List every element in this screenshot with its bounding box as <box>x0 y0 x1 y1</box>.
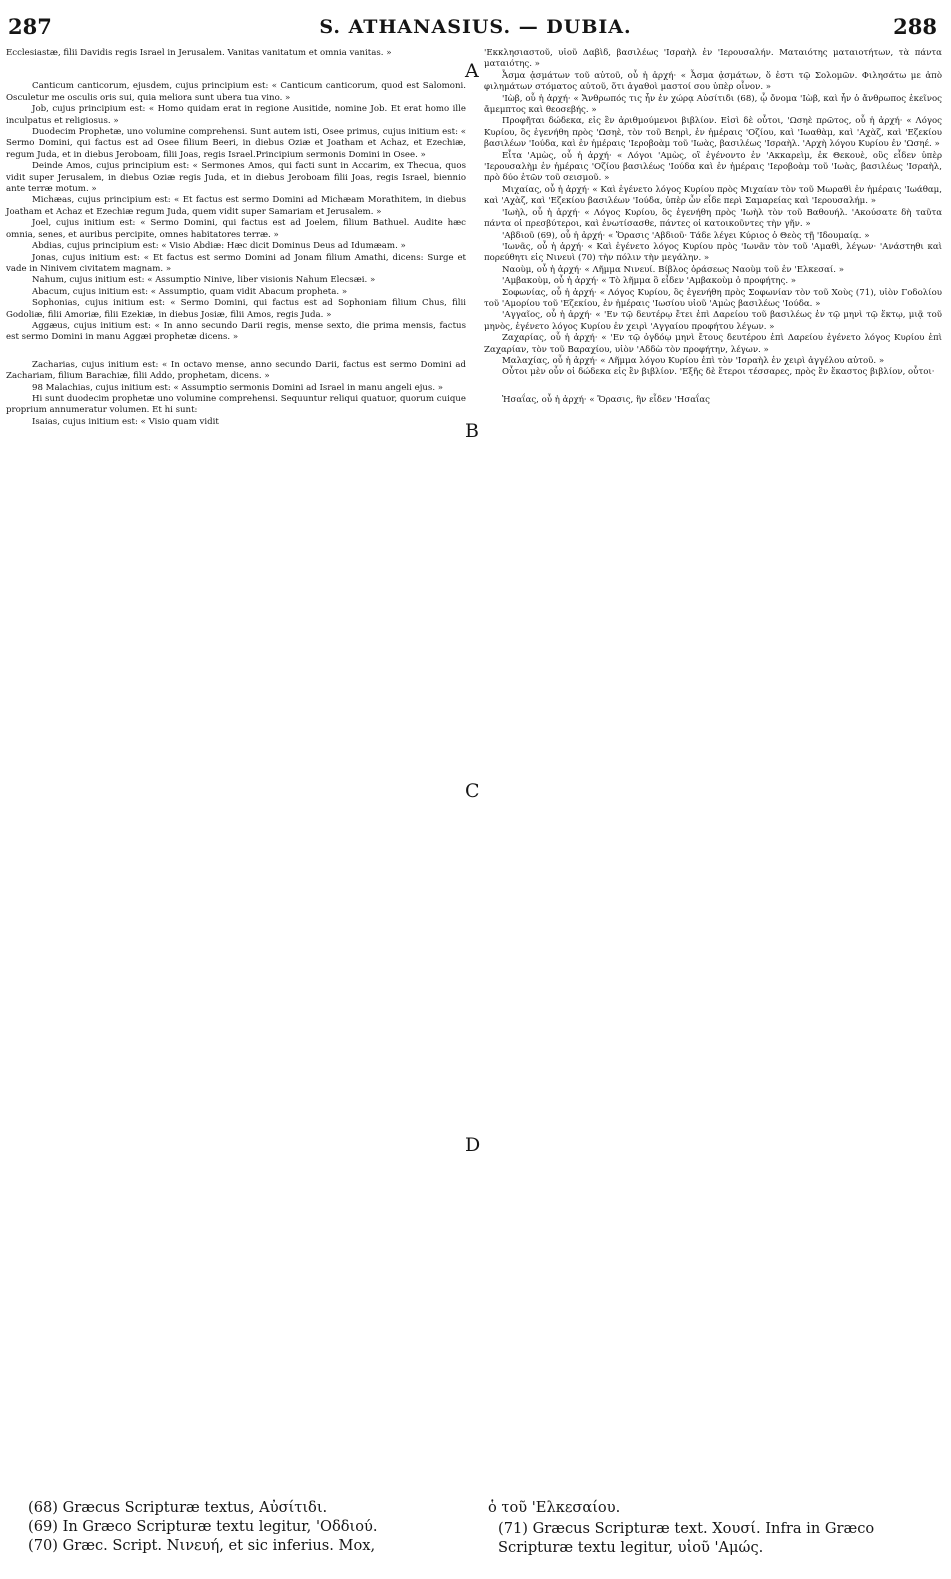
latin-paragraph: Zacharias, cujus initium est: « In octavo mense, anno secundo Darii, factus est sermo Domini ad Zachariam, filium Barachiæ, filii Addo, prophetam, dicens. » <box>6 359 469 382</box>
page-number-right: 288 <box>893 14 937 39</box>
margin-marker-a: A <box>465 60 479 82</box>
latin-paragraph: Nahum, cujus initium est: « Assumptio Ninive, liber visionis Nahum Elecsæi. » <box>32 275 376 286</box>
latin-paragraph: Joel, cujus initium est: « Sermo Domini, qui factus est ad Joelem, filium Bathuel. Audite hæc omnia, senes, et auribus percipite, omnes habitatores terræ. » <box>6 218 469 240</box>
greek-column <box>484 48 945 1548</box>
latin-paragraph: 98 Malachias, cujus initium est: « Assumptio sermonis Domini ad Israel in manu angeli ejus. » <box>32 382 444 393</box>
footnote: (69) In Græco Scripturæ textu legitur, 'Οδδιού. <box>28 1517 378 1535</box>
greek-continuation: ὁ τοῦ 'Ελκεσαίου. <box>488 1499 621 1516</box>
footnote: (68) Græcus Scripturæ textus, Αὐσίτιδι. <box>28 1499 328 1516</box>
running-title: S. ATHANASIUS. — DUBIA. <box>319 16 632 38</box>
greek-paragraph: 'Αμβακοὺμ, οὗ ἡ ἀρχή· « Τὸ λῆμμα ὃ εἶδεν 'Αμβακοὺμ ὁ προφήτης. » <box>502 276 797 287</box>
greek-paragraph: Προφῆται δώδεκα, εἰς ἓν ἀριθμούμενοι βιβλίον. Εἰσὶ δὲ οὗτοι, 'Ωσηὲ πρῶτος, οὗ ἡ ἀρχή· « Λόγος Κυρίου, ὃς ἐγενήθη πρὸς 'Ωσηὲ, τὸν τοῦ Βεηρὶ, ἐν ἡμέραις 'Οζίου, καὶ 'Ιωαθὰμ, καὶ 'Αχὰζ, καὶ 'Εζεκίου βασιλέων 'Ιούδα, καὶ ἐν ἡμέραις 'Ιεροβοὰμ τοῦ 'Ιωὰς, βασιλέως 'Ισραὴλ. 'Αρχὴ λόγου Κυρίου ἐν 'Ωσηέ. » <box>484 116 945 150</box>
latin-paragraph: Canticum canticorum, ejusdem, cujus principium est: « Canticum canticorum, quod est Salomoni. Osculetur me osculis oris sui, quia meliora sunt ubera tua vino. » <box>6 81 469 103</box>
latin-paragraph: Isaias, cujus initium est: « Visio quam vidit <box>32 416 219 427</box>
margin-marker-b: B <box>465 420 479 442</box>
greek-paragraph: Μιχαίας, οὗ ἡ ἀρχή· « Καὶ ἐγένετο λόγος Κυρίου πρὸς Μιχαίαν τὸν τοῦ Μωραθὶ ἐν ἡμέραις 'Ιωάθαμ, καὶ 'Αχὰζ, καὶ 'Εζεκίου βασιλέων 'Ιούδα, ὑπὲρ ὧν εἶδε περὶ Σαμαρείας καὶ 'Ιερουσαλήμ. » <box>484 184 945 207</box>
greek-paragraph: Σοφωνίας, οὗ ἡ ἀρχή· « Λόγος Κυρίου, ὃς ἐγενήθη πρὸς Σοφωνίαν τὸν τοῦ Χοὺς (71), υἱὸν Γοδολίου τοῦ 'Αμορίου τοῦ 'Εζεκίου, ἐν ἡμέραις 'Ιωσίου υἱοῦ 'Αμὼς βασιλέως 'Ιούδα. » <box>484 287 945 309</box>
greek-paragraph: Οὗτοι μὲν οὖν οἱ δώδεκα εἰς ἓν βιβλίον. 'Εξῆς δὲ ἕτεροι τέσσαρες, πρὸς ἓν ἕκαστος βιβλίον, οὗτοι· <box>502 367 935 378</box>
latin-paragraph: Deinde Amos, cujus principium est: « Sermones Amos, qui facti sunt in Accarim, ex Thecua, quos vidit super Jerusalem, in diebus Oziæ regis Juda, et in diebus Jeroboam filii Joas, regis Israel, biennio ante terræ motum. » <box>6 161 469 195</box>
latin-paragraph: Abacum, cujus initium est: « Assumptio, quam vidit Abacum propheta. » <box>32 286 348 297</box>
footnotes-right <box>498 1520 938 1558</box>
greek-paragraph: Εἶτα 'Αμὼς, οὗ ἡ ἀρχή· « Λόγοι 'Αμὼς, οἳ ἐγένοντο ἐν 'Ακκαρεὶμ, ἐκ Θεκουὲ, οὓς εἶδεν ὑπὲρ 'Ιερουσαλὴμ ἐν ἡμέραις 'Οζίου βασιλέως 'Ιούδα καὶ ἐν ἡμέραις 'Ιεροβοὰμ τοῦ 'Ιωὰς, βασιλέως 'Ισραὴλ, πρὸ δύο ἐτῶν τοῦ σεισμοῦ. » <box>484 150 945 184</box>
footnotes-left <box>28 1499 468 1556</box>
page-number-left: 287 <box>8 14 52 39</box>
margin-marker-c: C <box>465 780 480 802</box>
latin-paragraph: Job, cujus principium est: « Homo quidam erat in regione Ausitide, nomine Job. Et erat homo ille inculpatus et religiosus. » <box>6 104 469 126</box>
latin-paragraph: Ecclesiastæ, filii Davidis regis Israel in Jerusalem. Vanitas vanitatum et omnia vanitas. » <box>6 48 392 58</box>
greek-paragraph: Μαλαχίας, οὗ ἡ ἀρχή· « Λῆμμα λόγου Κυρίου ἐπὶ τὸν 'Ισραὴλ ἐν χειρὶ ἀγγέλου αὐτοῦ. » <box>502 355 885 366</box>
latin-paragraph: Michæas, cujus principium est: « Et factus est sermo Domini ad Michæam Morathitem, in diebus Joatham et Achaz et Ezechiæ regum Juda, quem vidit super Samariam et Jerusalem. » <box>6 195 469 217</box>
latin-paragraph: Aggæus, cujus initium est: « In anno secundo Darii regis, mense sexto, die prima mensis, factus est sermo Domini in manu Aggæi prophetæ dicens. » <box>6 320 469 343</box>
greek-paragraph: 'Ιωνᾶς, οὗ ἡ ἀρχή· « Καὶ ἐγένετο λόγος Κυρίου πρὸς 'Ιωνᾶν τὸν τοῦ 'Αμαθὶ, λέγων· 'Ανάστηθι καὶ πορεύθητι εἰς Νινευὶ (70) τὴν πόλιν τὴν μεγάλην. » <box>484 241 945 264</box>
greek-paragraph: 'Ιωὴλ, οὗ ἡ ἀρχή· « Λόγος Κυρίου, ὃς ἐγενήθη πρὸς 'Ιωὴλ τὸν τοῦ Βαθουήλ. 'Ακούσατε δὴ ταῦτα πάντα οἱ πρεσβύτεροι, καὶ ἐνωτίσασθε, πάντες οἱ κατοικοῦντες τὴν γῆν. » <box>484 207 945 230</box>
greek-paragraph: Ἡσαΐας, οὗ ἡ ἀρχή· « Ὅρασις, ἣν εἶδεν 'Ησαΐας <box>502 394 710 405</box>
footnote: (71) Græcus Scripturæ text. Χουσί. Infra in Græco Scripturæ textu legitur, υἱοῦ 'Αμώς. <box>498 1520 875 1556</box>
latin-paragraph: Duodecim Prophetæ, uno volumine comprehensi. Sunt autem isti, Osee primus, cujus initium est: « Sermo Domini, qui factus est ad Osee filium Beeri, in diebus Oziæ et Joatham et Achaz, et Ezechiæ, regum Juda, et in diebus Jeroboam, filii Joas, regis Israel.Principium sermonis Domini in Osee. » <box>6 127 469 160</box>
latin-column <box>6 48 469 1548</box>
greek-paragraph: Ἆσμα ᾀσμάτων τοῦ αὐτοῦ, οὗ ἡ ἀρχή· « Ἆσμα ᾀσμάτων, ὅ ἐστι τῷ Σολομῶν. Φιλησάτω με ἀπὸ φιλημάτων στόματος αὐτοῦ, ὅτι ἀγαθοὶ μαστοί σου ὑπὲρ οἶνον. » <box>484 70 945 93</box>
latin-paragraph: Sophonias, cujus initium est: « Sermo Domini, qui factus est ad Sophoniam filium Chus, filii Godoliæ, filii Amoriæ, filii Ezekiæ, in diebus Josiæ, filii Amos, regis Juda. » <box>6 298 469 320</box>
latin-paragraph: Abdias, cujus principium est: « Visio Abdiæ: Hæc dicit Dominus Deus ad Idumæam. » <box>32 241 406 252</box>
greek-paragraph: 'Εκκλησιαστοῦ, υἱοῦ Δαβὶδ, βασιλέως 'Ισραὴλ ἐν 'Ιερουσαλήν. Ματαιότης ματαιοτήτων, τὰ πάντα ματαιότης. » <box>484 48 945 70</box>
latin-paragraph: Hi sunt duodecim prophetæ uno volumine comprehensi. Sequuntur reliqui quatuor, quorum cuique proprium annumeratur volumen. Et hi sunt: <box>6 393 469 416</box>
greek-paragraph: Ναοὺμ, οὗ ἡ ἀρχή· « Λῆμμα Νινευί. Βίβλος ὁράσεως Ναοὺμ τοῦ ἐν 'Ελκεσαί. » <box>502 264 845 275</box>
page-header <box>0 14 951 44</box>
greek-paragraph: 'Αβδιοῦ (69), οὗ ἡ ἀρχή· « Ὅρασις 'Αβδιοῦ· Τάδε λέγει Κύριος ὁ Θεὸς τῇ 'Ιδουμαίᾳ. » <box>502 230 870 241</box>
greek-paragraph: 'Ιὼβ, οὗ ἡ ἀρχή· « Ἄνθρωπός τις ἦν ἐν χώρᾳ Αὐσίτιδι (68), ᾧ ὄνομα 'Ιὼβ, καὶ ἦν ὁ ἄνθρωπος ἐκεῖνος ἄμεμπτος καὶ θεοσεβής. » <box>484 93 945 116</box>
greek-paragraph: 'Αγγαῖος, οὗ ἡ ἀρχή· « 'Εν τῷ δευτέρῳ ἔτει ἐπὶ Δαρείου τοῦ βασιλέως ἐν τῷ μηνὶ τῷ ἕκτῳ, μιᾷ τοῦ μηνὸς, ἐγένετο λόγος Κυρίου ἐν χειρὶ 'Αγγαίου προφήτου λέγων. » <box>484 310 945 332</box>
margin-marker-d: D <box>465 1134 481 1156</box>
footnote: (70) Græc. Script. Νινευή, et sic inferius. Mox, <box>28 1536 376 1554</box>
latin-paragraph: Jonas, cujus initium est: « Et factus est sermo Domini ad Jonam filium Amathi, dicens: Surge et vade in Ninivem civitatem magnam. » <box>6 252 469 274</box>
greek-paragraph: Ζαχαρίας, οὗ ἡ ἀρχή· « 'Εν τῷ ὀγδόῳ μηνὶ ἔτους δευτέρου ἐπὶ Δαρείου ἐγένετο λόγος Κυρίου ἐπὶ Ζαχαρίαν, τὸν τοῦ Βαραχίου, υἱὸν 'Αδδὼ τὸν προφήτην, λέγων. » <box>484 333 945 355</box>
